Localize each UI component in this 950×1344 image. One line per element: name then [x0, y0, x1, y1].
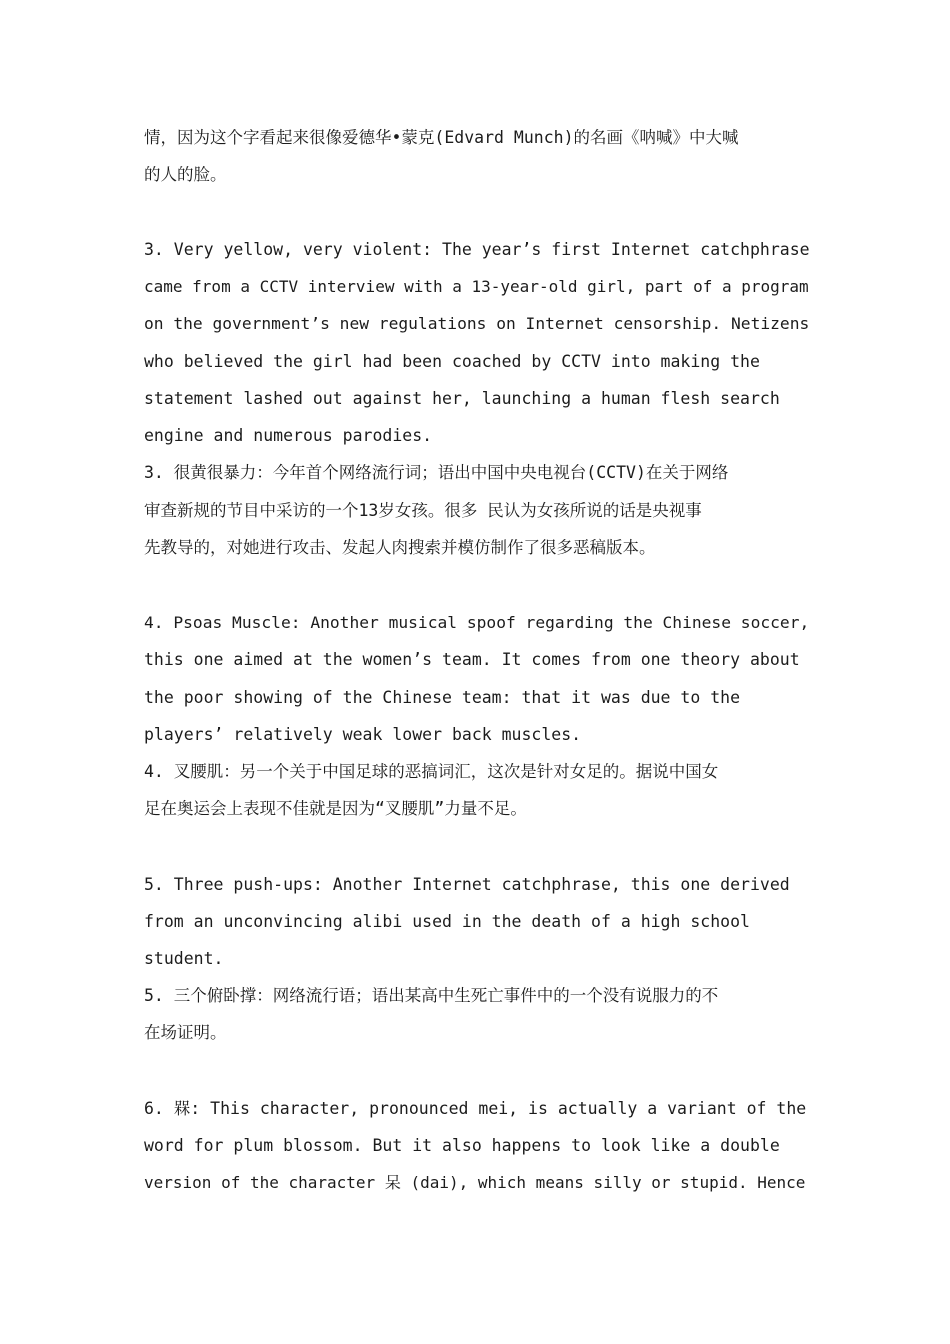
text-line: 情，因为这个字看起来很像爱德华•蒙克(Edvard Munch)的名画《呐喊》中大喊	[144, 128, 739, 147]
text-line: 3. 很黄很暴力：今年首个网络流行词；语出中国中央电视台(CCTV)在关于网络	[144, 463, 729, 482]
text-line: players’ relatively weak lower back muscles.	[144, 725, 582, 744]
text-line: 的人的脸。	[144, 165, 227, 184]
text-line: 在场证明。	[144, 1023, 227, 1042]
text-line: 3. Very yellow, very violent: The year’s first Internet catchphrase	[144, 240, 810, 259]
text-line: 足在奥运会上表现不佳就是因为“叉腰肌”力量不足。	[144, 799, 527, 818]
text-line: student.	[144, 949, 224, 968]
text-line: on the government’s new regulations on Internet censorship. Netizens	[144, 314, 810, 333]
text-line: 4. Psoas Muscle: Another musical spoof regarding the Chinese soccer,	[144, 613, 810, 632]
text-line: 5. Three push-ups: Another Internet catchphrase, this one derived	[144, 875, 790, 894]
text-line: came from a CCTV interview with a 13-year-old girl, part of a program	[144, 277, 809, 296]
text-line: engine and numerous parodies.	[144, 426, 433, 445]
text-line: statement lashed out against her, launching a human flesh search	[144, 389, 780, 408]
text-line: 5. 三个俯卧撑：网络流行语；语出某高中生死亡事件中的一个没有说服力的不	[144, 986, 719, 1005]
text-line: who believed the girl had been coached by CCTV into making the	[144, 352, 760, 371]
text-line: 先教导的，对她进行攻击、发起人肉搜索并模仿制作了很多恶稿版本。	[144, 538, 656, 557]
text-line: 4. 叉腰肌：另一个关于中国足球的恶搞词汇，这次是针对女足的。据说中国女	[144, 762, 719, 781]
text-line: this one aimed at the women’s team. It comes from one theory about	[144, 650, 800, 669]
text-line: from an unconvincing alibi used in the death of a high school	[144, 912, 750, 931]
text-line: the poor showing of the Chinese team: that it was due to the	[144, 688, 741, 707]
text-line: 6. 槑: This character, pronounced mei, is actually a variant of the	[144, 1099, 807, 1118]
text-line: word for plum blossom. But it also happens to look like a double	[144, 1136, 780, 1155]
text-line: version of the character 呆 (dai), which means silly or stupid. Hence	[144, 1173, 806, 1192]
text-line: 审查新规的节目中采访的一个13岁女孩。很多 民认为女孩所说的话是央视事	[144, 501, 702, 520]
